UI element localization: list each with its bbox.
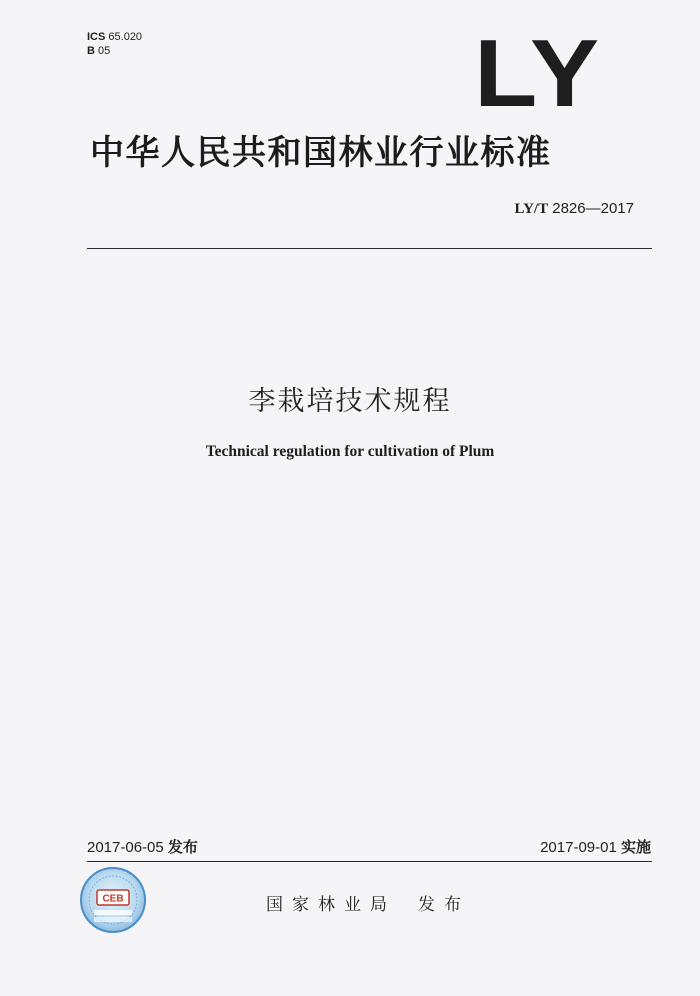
publisher-name: 国家林业局 <box>266 895 396 915</box>
publisher <box>266 890 470 915</box>
standard-category-title: 中华人民共和国林业行业标准 <box>90 133 552 173</box>
ccs-value: 05 <box>98 45 111 57</box>
document-title-en: Technical regulation for cultivation of Plum <box>205 443 495 460</box>
classification-codes <box>87 30 142 58</box>
ly-logo: LY <box>474 20 602 127</box>
seal-logo-text: CEB <box>102 893 124 905</box>
ccs-label: B <box>87 45 95 57</box>
anti-counterfeit-seal-icon <box>79 866 147 934</box>
top-divider <box>87 248 652 249</box>
ics-label: ICS <box>87 31 106 43</box>
issue-date-value: 2017-06-05 <box>87 839 164 856</box>
document-title-cn: 李栽培技术规程 <box>248 386 452 417</box>
implementation-date-suffix: 实施 <box>620 838 651 856</box>
standard-number-prefix: LY/T <box>514 201 549 217</box>
publisher-action: 发布 <box>418 895 470 915</box>
bottom-divider <box>87 861 652 862</box>
ccs-code <box>87 44 142 58</box>
ics-value: 65.020 <box>108 31 143 43</box>
implementation-date <box>540 836 651 857</box>
implementation-date-value: 2017-09-01 <box>540 839 617 856</box>
issue-date-suffix: 发布 <box>167 838 198 856</box>
ics-code <box>87 30 142 44</box>
standard-number <box>514 200 634 218</box>
issue-date <box>87 836 198 857</box>
standard-number-value: 2826—2017 <box>552 200 634 217</box>
